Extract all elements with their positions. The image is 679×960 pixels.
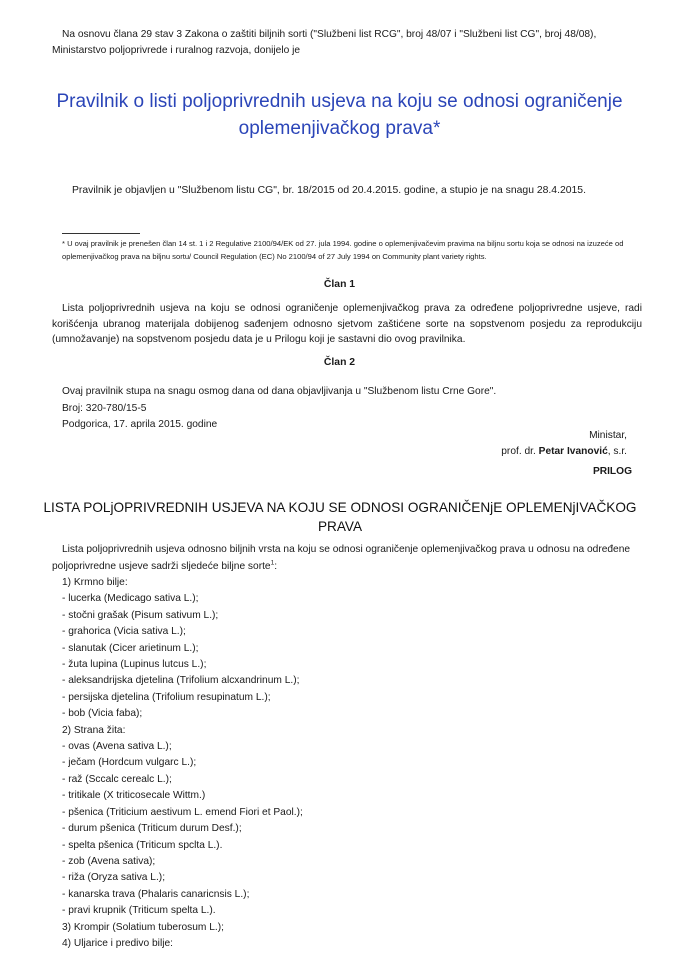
list-item: - slanutak (Cicer arietinum L.);: [62, 642, 199, 654]
list-item: - riža (Oryza sativa L.);: [62, 872, 166, 884]
list-item: - bob (Vicia faba);: [62, 708, 143, 720]
annex-label: PRILOG: [592, 466, 632, 477]
article-2-body: [62, 384, 642, 434]
list-item: - žuta lupina (Lupinus lutcus L.);: [62, 659, 207, 671]
list-item: - persijska djetelina (Trifolium resupinatum L.);: [62, 691, 271, 703]
intro-paragraph: Na osnovu člana 29 stav 3 Zakona o zaštiti biljnih sorti ("Službeni list RCG", broj 48/07 i "Službeni list CG", broj 48/08), Ministarstvo poljoprivrede i ruralnog razvoja, donijelo je: [52, 29, 597, 56]
list-item: - ovas (Avena sativa L.);: [62, 741, 172, 753]
place-date: Podgorica, 17. aprila 2015. godine: [62, 419, 218, 430]
signature-suffix: , s.r.: [607, 446, 627, 457]
footnote: * U ovaj pravilnik je prenešen član 14 st. 1 i 2 Regulative 2100/94/EK od 27. jula 1994. godine o oplemenjivačevim pravima na biljnu sortu koja se odnosi na izuzeće od oplemenjivačkog prava na biljnu sortu/ Council Regulation (EC) No 2100/94 of 27 July 1994 on Community plant variety rights.: [62, 239, 624, 261]
annex-title: LISTA POLjOPRIVREDNIH USJEVA NA KOJU SE ODNOSI OGRANIČENjE OPLEMENjIVAČKOG PRAVA: [43, 500, 637, 534]
publication-note: Pravilnik je objavljen u "Službenom listu CG", br. 18/2015 od 20.4.2015. godine, a stupio je na snagu 28.4.2015.: [72, 185, 586, 196]
annex-footnote-marker: 1: [270, 559, 275, 567]
list-item: - kanarska trava (Phalaris canaricnsis L.);: [62, 888, 250, 900]
list-item: - grahorica (Vicia sativa L.);: [62, 626, 186, 638]
footnote-divider: [62, 233, 140, 234]
list-item: 2) Strana žita:: [62, 724, 126, 736]
list-item: - ječam (Hordcum vulgarc L.);: [62, 757, 197, 769]
list-item: - durum pšenica (Triticum durum Desf.);: [62, 823, 242, 835]
article-1-heading: Član 1: [323, 279, 356, 290]
list-item: - aleksandrijska djetelina (Trifolium alcxandrinum L.);: [62, 675, 300, 687]
annex-intro: [52, 541, 642, 575]
list-item: - lucerka (Medicago sativa L.);: [62, 593, 199, 605]
article-2-heading: Član 2: [323, 357, 356, 368]
list-item: - tritikale (X triticosecale Wittm.): [62, 790, 206, 802]
signature-role: Ministar,: [589, 430, 627, 441]
article-2-text: Ovaj pravilnik stupa na snagu osmog dana od dana objavljivanja u "Službenom listu Crne Gore".: [62, 386, 497, 397]
list-item: 4) Uljarice i predivo bilje:: [62, 937, 173, 949]
list-item: - spelta pšenica (Triticum spclta L.).: [62, 839, 223, 851]
list-item: - stočni grašak (Pisum sativum L.);: [62, 609, 219, 621]
list-item: 3) Krompir (Solatium tuberosum L.);: [62, 921, 224, 933]
signature-block: [400, 428, 627, 460]
list-item: - pravi krupnik (Triticum spelta L.).: [62, 905, 216, 917]
annex-intro-text: Lista poljoprivrednih usjeva odnosno biljnih vrsta na koju se odnosi ograničenje oplemenjivačkog prava u odnosu na određene poljoprivredne usjeve sadrži sljedeće biljne sorte: [52, 544, 631, 572]
document-number: Broj: 320-780/15-5: [62, 402, 147, 414]
list-item: - raž (Sccalc cerealc L.);: [62, 773, 172, 785]
signature-line: [400, 444, 627, 460]
article-1-text: Lista poljoprivrednih usjeva na koju se odnosi ograničenje oplemenjivačkog prava za određene poljoprivredne usjeve, radi korišćenja ubranog materijala dobijenog sađenjem odnosno sjetvom zaštićene sorte na sopstvenom posjedu za reprodukciju (umnožavanje) na sopstvenom posjedu data je u Prilogu koji je sastavni dio ovog pravilnika.: [52, 303, 642, 345]
annex-intro-end: :: [274, 561, 278, 572]
list-item: - pšenica (Triticium aestivum L. emend Fiori et Paol.);: [62, 806, 303, 818]
crop-list: [62, 575, 303, 952]
signature-name: Petar Ivanović: [538, 446, 608, 457]
list-item: - zob (Avena sativa);: [62, 855, 156, 867]
signature-prefix: prof. dr.: [501, 446, 536, 457]
list-item: 1) Krmno bilje:: [62, 577, 128, 588]
document-title: Pravilnik o listi poljoprivrednih usjeva na koju se odnosi ograničenje oplemenjivačkog prava*: [56, 91, 623, 139]
